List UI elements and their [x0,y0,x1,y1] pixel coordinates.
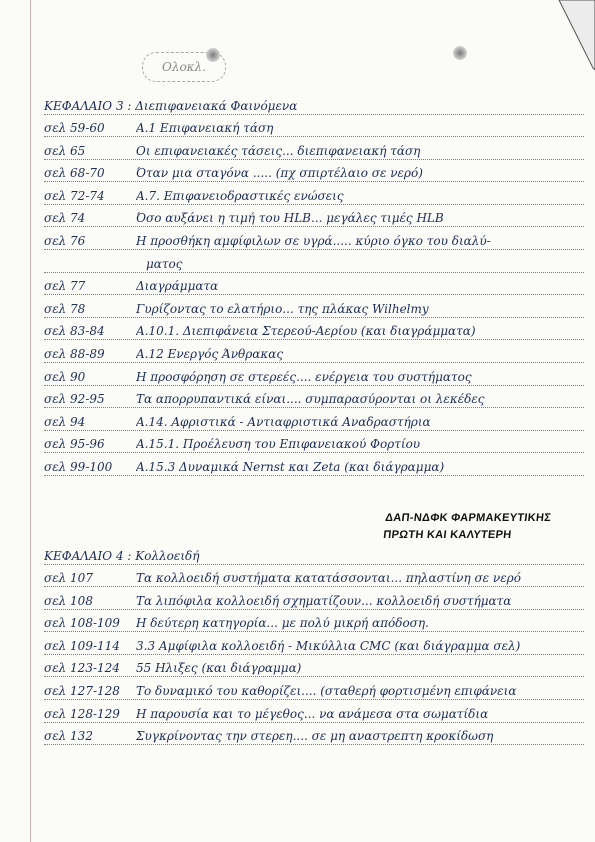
page-range: σελ 128-129 [44,706,120,721]
topic-text: A.10.1. Διεπιφάνεια Στερεού-Αερίου (και διαγράμματα) [136,324,476,339]
header-scribble: Ολοκλ. [142,52,226,82]
page-ref-row [44,319,584,340]
page-margin-line [30,0,31,842]
page-range: σελ 68-70 [44,166,105,181]
student-union-stamp [382,512,556,546]
page-ref-row [44,229,584,250]
page-range: σελ 72-74 [44,188,105,203]
chapter-4-title-row [44,544,584,565]
page-ref-row [44,634,584,655]
topic-text: Τα απορρυπαντικά είναι.... συμπαρασύρονται οι λεκέδες [136,392,485,407]
topic-text: A.15.3 Δυναμικά Nernst και Zeta (και διάγραμμα) [136,460,445,474]
page-range: σελ 78 [44,301,86,316]
page-range: σελ 109-114 [44,638,120,653]
page-range: σελ 94 [44,414,86,429]
page-ref-row [44,724,584,745]
page-ref-row [44,566,584,587]
page-range: σελ 132 [44,729,93,744]
page-range: σελ 107 [44,571,93,585]
page-range: σελ 83-84 [44,324,105,339]
ink-dot-mark [206,48,220,62]
page-range: σελ 74 [44,211,86,226]
topic-text: A.15.1. Προέλευση του Επιφανειακού Φορτίου [136,437,421,452]
topic-text: Η προσφόρηση σε στερεές.... ενέργεια του συστήματος [136,369,472,384]
stamp-line-1: ΔΑΠ-ΝΔΦΚ ΦΑΡΜΑΚΕΥΤΙΚΗΣ [384,512,552,524]
topic-text: Οι επιφανειακές τάσεις... διεπιφανειακή τάση [136,143,421,158]
page-ref-row [44,297,584,318]
page-range: σελ 95-96 [44,437,105,452]
topic-text: Η δεύτερη κατηγορία... με πολύ μικρή απόδοση. [136,616,429,631]
page-ref-row [44,184,584,205]
page-ref-row [44,611,584,632]
page-range: σελ 90 [44,369,86,384]
topic-text: Τα κολλοειδή συστήματα κατατάσσονται... πηλαστίνη σε νερό [136,571,521,585]
page-ref-row [44,702,584,723]
topic-text: A.12 Ενεργός Άνθρακας [136,347,284,361]
topic-text: 3.3 Αμφίφιλα κολλοειδή - Μικύλλια CMC (και διάγραμμα σελ) [136,638,521,653]
page-ref-row [44,116,584,137]
page-ref-row [44,656,584,677]
topic-text: Γυρίζοντας το ελατήριο... της πλάκας Wilhelmy [136,301,429,316]
chapter-3-title-row [44,94,584,115]
chapter-3-title: ΚΕΦΑΛΑΙΟ 3 : Διεπιφανειακά Φαινόμενα [44,99,298,113]
topic-text: A.1 Επιφανειακή τάση [136,121,274,135]
page-ref-row [44,679,584,700]
page-range: σελ 123-124 [44,661,120,676]
chapter-4-title: ΚΕΦΑΛΑΙΟ 4 : Κολλοειδή [44,549,200,563]
stamp-line-2: ΠΡΩΤΗ ΚΑΙ ΚΑΛΥΤΕΡΗ [382,529,513,541]
torn-corner-icon [557,0,595,70]
page-range: σελ 77 [44,279,86,294]
page-range: σελ 108 [44,593,93,608]
page-ref-row [44,252,584,273]
page-ref-row [44,365,584,386]
topic-text: Συγκρίνοντας την στερεη.... σε μη αναστρεπτη κροκίδωση [136,729,494,744]
topic-text: Όσο αυξάνει η τιμή του HLB... μεγάλες τιμές HLB [136,211,444,226]
page-ref-row [44,432,584,453]
page-ref-row [44,342,584,363]
page-range: σελ 88-89 [44,347,105,361]
topic-text: Η παρουσία και το μέγεθος... να ανάμεσα στα σωματίδια [136,706,489,721]
page-ref-row [44,455,584,476]
page-range: σελ 76 [44,234,86,248]
topic-text: A.7. Επιφανειοδραστικές ενώσεις [136,188,344,203]
page-range: σελ 59-60 [44,121,105,135]
page-range: σελ 108-109 [44,616,120,631]
page-ref-row [44,139,584,160]
page-ref-row [44,161,584,182]
page-range: σελ 99-100 [44,460,113,474]
topic-text: ματος [146,256,183,271]
topic-text: A.14. Αφριστικά - Αντιαφριστικά Αναδραστήρια [136,414,431,429]
page-range: σελ 65 [44,143,86,158]
page-range: σελ 92-95 [44,392,105,407]
topic-text: Τα λιπόφιλα κολλοειδή σχηματίζουν... κολλοειδή συστήματα [136,593,512,608]
topic-text: 55 Ηλιξες (και διάγραμμα) [136,661,302,676]
topic-text: Όταν μια σταγόνα ..... (πχ σπιρτέλαιο σε νερό) [136,166,423,181]
page-ref-row [44,206,584,227]
topic-text: Το δυναμικό του καθορίζει.... (σταθερή φορτισμένη επιφάνεια [136,684,517,698]
page-ref-row [44,589,584,610]
page-range: σελ 127-128 [44,684,120,698]
ink-dot-mark [453,46,467,60]
page-ref-row [44,410,584,431]
page-ref-row [44,274,584,295]
topic-text: Η προσθήκη αμφίφιλων σε υγρά..... κύριο όγκο του διαλύ- [136,234,491,248]
page-ref-row [44,387,584,408]
topic-text: Διαγράμματα [136,279,219,294]
